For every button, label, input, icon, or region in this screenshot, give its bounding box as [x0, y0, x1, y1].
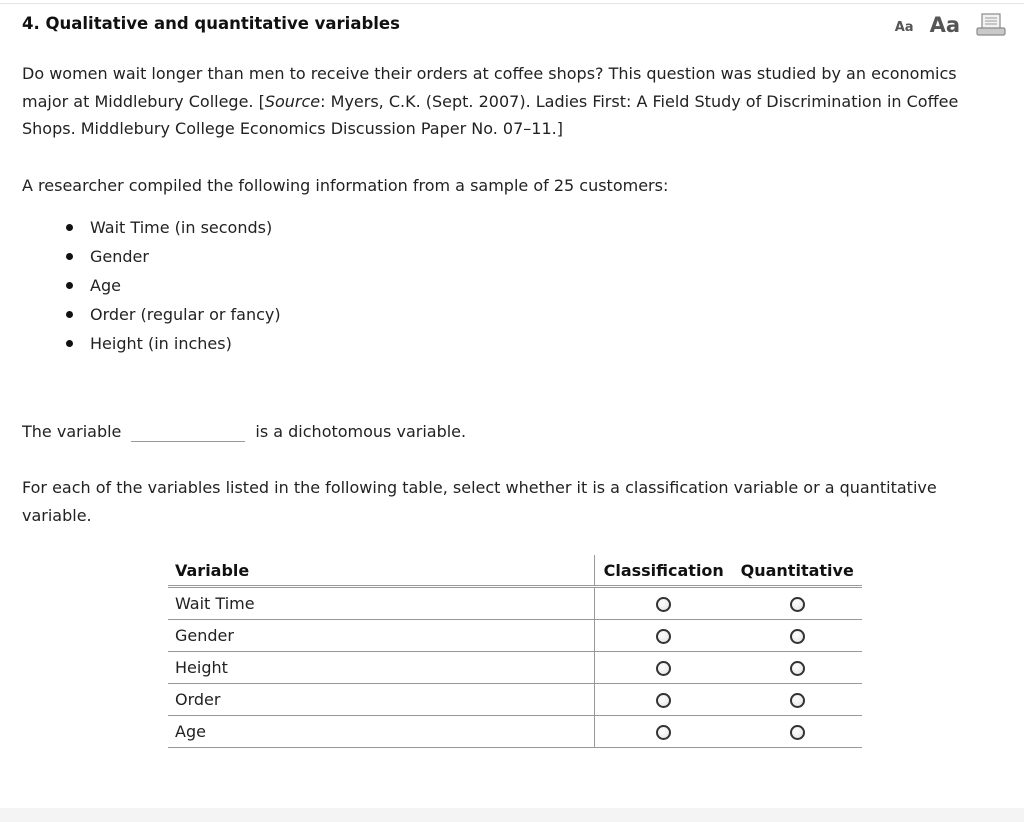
classification-radio[interactable]	[656, 597, 671, 612]
list-item-label: Gender	[90, 247, 149, 266]
list-item	[66, 242, 281, 271]
bullet-icon	[66, 311, 73, 318]
variable-cell: Gender	[168, 620, 595, 652]
table-row	[168, 620, 862, 652]
bullet-icon	[66, 224, 73, 231]
variable-cell: Age	[168, 716, 595, 748]
bullet-icon	[66, 340, 73, 347]
table-row	[168, 587, 862, 620]
header-quantitative: Quantitative	[732, 555, 862, 587]
intro-text-start: Do women wait longer than men to receive their orders at coffee shops? This question was studied by an economics major at Middlebury College. [	[22, 64, 957, 111]
table-row	[168, 684, 862, 716]
bullet-icon	[66, 253, 73, 260]
quantitative-radio[interactable]	[790, 629, 805, 644]
dichotomous-text-before: The variable	[22, 422, 122, 441]
intro-text-end: : Myers, C.K. (Sept. 2007). Ladies First: A Field Study of Discrimination in Coffee Shops. Middlebury College Economics Discussion Paper No. 07–11.]	[22, 91, 959, 138]
bottom-band	[0, 808, 1024, 822]
variable-list	[66, 213, 281, 358]
list-item	[66, 329, 281, 358]
variables-table	[168, 555, 862, 748]
variable-cell: Order	[168, 684, 595, 716]
list-item	[66, 213, 281, 242]
table-row	[168, 716, 862, 748]
list-item	[66, 271, 281, 300]
list-item-label: Height (in inches)	[90, 334, 232, 353]
source-label: Source	[264, 91, 321, 111]
table-row	[168, 652, 862, 684]
quantitative-radio[interactable]	[790, 597, 805, 612]
classification-radio[interactable]	[656, 725, 671, 740]
header-classification: Classification	[595, 555, 733, 587]
variable-cell: Height	[168, 652, 595, 684]
quantitative-radio[interactable]	[790, 661, 805, 676]
instructions-text: For each of the variables listed in the following table, select whether it is a classification variable or a quantitative variable.	[22, 478, 937, 525]
list-item-label: Wait Time (in seconds)	[90, 218, 273, 237]
font-size-small-button[interactable]: Aa	[894, 20, 914, 35]
intro-paragraph	[22, 60, 1007, 143]
list-item-label: Age	[90, 276, 121, 295]
toolbar	[895, 13, 1006, 37]
print-icon[interactable]	[976, 13, 1006, 37]
quantitative-radio[interactable]	[790, 725, 805, 740]
quantitative-radio[interactable]	[790, 693, 805, 708]
compiled-text: A researcher compiled the following information from a sample of 25 customers:	[22, 176, 669, 195]
dichotomous-dropdown[interactable]	[131, 421, 245, 442]
list-item	[66, 300, 281, 329]
variable-cell: Wait Time	[168, 587, 595, 620]
list-item-label: Order (regular or fancy)	[90, 305, 281, 324]
top-divider	[0, 3, 1024, 4]
header-variable: Variable	[168, 555, 595, 587]
dichotomous-text-after: is a dichotomous variable.	[255, 422, 467, 441]
classification-radio[interactable]	[656, 629, 671, 644]
table-header-row	[168, 555, 862, 587]
question-title: 4. Qualitative and quantitative variables	[22, 14, 400, 33]
font-size-large-button[interactable]: Aa	[929, 13, 960, 37]
classification-radio[interactable]	[656, 693, 671, 708]
dichotomous-sentence	[22, 418, 466, 445]
bullet-icon	[66, 282, 73, 289]
classification-radio[interactable]	[656, 661, 671, 676]
